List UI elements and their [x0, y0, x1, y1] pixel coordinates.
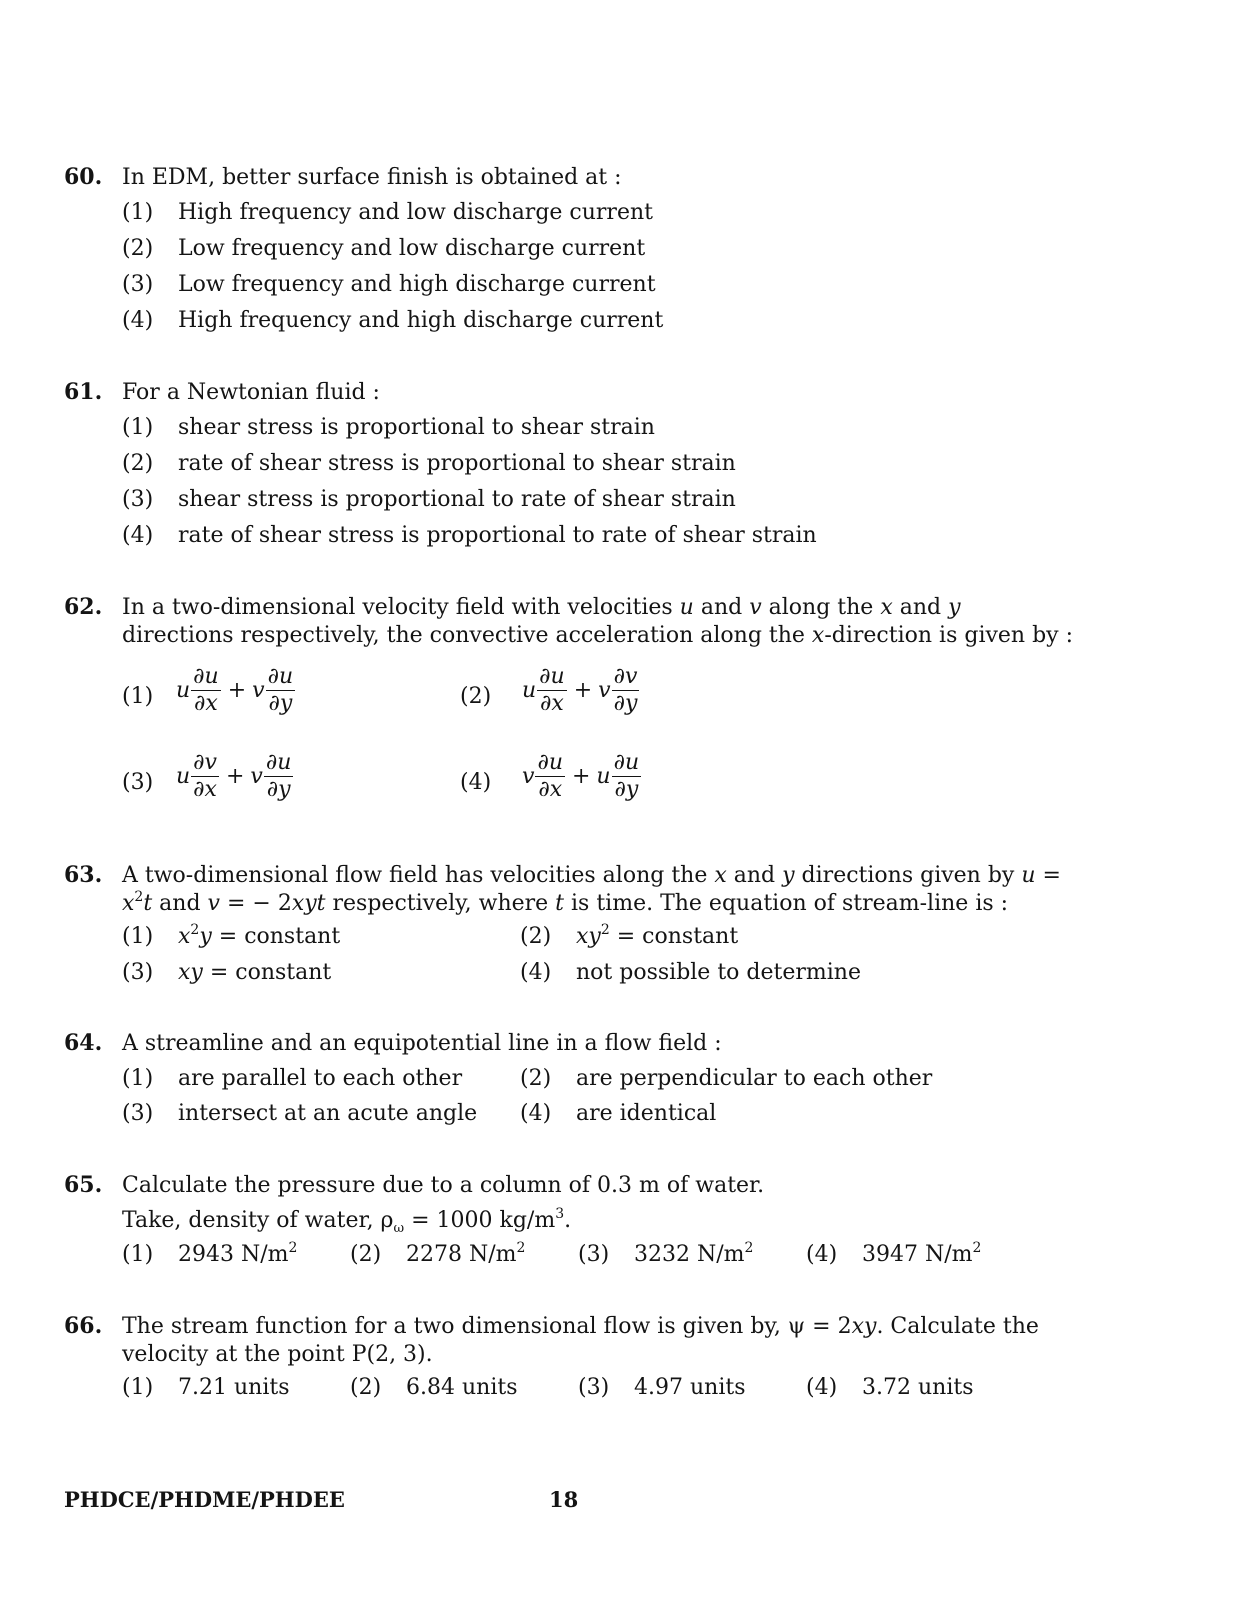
question-60: [64, 164, 1074, 333]
option-4: (4) not possible to determine: [520, 960, 861, 985]
option-2: (2) are perpendicular to each other: [520, 1066, 933, 1091]
option-3: (3) Low frequency and high discharge current: [122, 272, 656, 297]
option-3-number: (3): [122, 770, 154, 795]
question-text: The stream function for a two dimensional flow is given by, ψ = 2xy. Calculate the velocity at the point P(2, 3).: [122, 1314, 1039, 1367]
option-1: (1) 7.21 units: [122, 1375, 290, 1400]
page-number: 18: [549, 1487, 579, 1512]
option-3: (3) 4.97 units: [578, 1375, 746, 1400]
question-given: Take, density of water, $\rho_\omega = 1000$ $kg/m^3$.: [122, 1206, 572, 1236]
option-2: (2) Low frequency and low discharge current: [122, 236, 646, 261]
option-1: (1) High frequency and low discharge current: [122, 200, 653, 225]
question-65: [64, 1172, 1074, 1267]
question-number: 64.: [64, 1030, 103, 1056]
option-1-expression: u $\frac{\partial u}{\partial x}$ + v $\frac{\partial u}{\partial y}$: [176, 664, 294, 716]
question-63: [64, 862, 1074, 985]
option-2-expression: u $\frac{\partial u}{\partial x}$ + v $\frac{\partial v}{\partial y}$: [522, 664, 638, 716]
option-3: (3) shear stress is proportional to rate of shear strain: [122, 487, 736, 512]
question-number: 62.: [64, 594, 103, 620]
question-61: [64, 379, 1074, 548]
option-2-number: (2): [460, 684, 492, 709]
option-3: (3) xy = constant: [122, 960, 332, 985]
question-text: A two-dimensional flow field has velocities along the x and y directions given by $u = x^2t$ and v = − 2xyt respectively, where t is time. The equation of stream-line is :: [122, 863, 1061, 916]
option-2: (2) 6.84 units: [350, 1375, 518, 1400]
option-2: (2) rate of shear stress is proportional to shear strain: [122, 451, 736, 476]
question-64: [64, 1030, 1074, 1126]
question-text: In EDM, better surface finish is obtained at :: [122, 165, 622, 190]
option-3: (3) intersect at an acute angle: [122, 1101, 478, 1126]
option-4-expression: v $\frac{\partial u}{\partial x}$ + u $\frac{\partial u}{\partial y}$: [522, 750, 640, 802]
option-3: (3) 3232 $N/m^2$: [578, 1240, 754, 1267]
option-1: (1) $x^2y$ = constant: [122, 922, 341, 949]
option-4: (4) are identical: [520, 1101, 717, 1126]
option-4: (4) 3.72 units: [806, 1375, 974, 1400]
option-2: (2) $xy^2$ = constant: [520, 922, 739, 949]
option-1: (1) are parallel to each other: [122, 1066, 463, 1091]
option-1: (1) shear stress is proportional to shear strain: [122, 415, 655, 440]
question-number: 60.: [64, 164, 103, 190]
question-66: [64, 1313, 1074, 1400]
question-text: For a Newtonian fluid :: [122, 380, 380, 405]
option-4: (4) rate of shear stress is proportional to rate of shear strain: [122, 523, 817, 548]
question-number: 66.: [64, 1313, 103, 1339]
question-number: 65.: [64, 1172, 103, 1198]
option-1: (1) 2943 $N/m^2$: [122, 1240, 298, 1267]
question-text: Calculate the pressure due to a column of 0.3 m of water.: [122, 1173, 765, 1198]
option-4: (4) High frequency and high discharge current: [122, 308, 664, 333]
option-1-number: (1): [122, 684, 154, 709]
footer-exam-code: PHDCE/PHDME/PHDEE: [64, 1487, 345, 1512]
option-2: (2) 2278 $N/m^2$: [350, 1240, 526, 1267]
question-text: In a two-dimensional velocity field with velocities u and v along the x and y directions respectively, the convective acceleration along the x-direction is given by :: [122, 595, 1074, 648]
option-4: (4) 3947 $N/m^2$: [806, 1240, 982, 1267]
option-3-expression: u $\frac{\partial v}{\partial x}$ + v $\frac{\partial u}{\partial y}$: [176, 750, 292, 802]
option-4-number: (4): [460, 770, 492, 795]
question-number: 63.: [64, 862, 103, 888]
question-62: [64, 594, 1074, 802]
question-number: 61.: [64, 379, 103, 405]
question-text: A streamline and an equipotential line in a flow field :: [122, 1031, 722, 1056]
